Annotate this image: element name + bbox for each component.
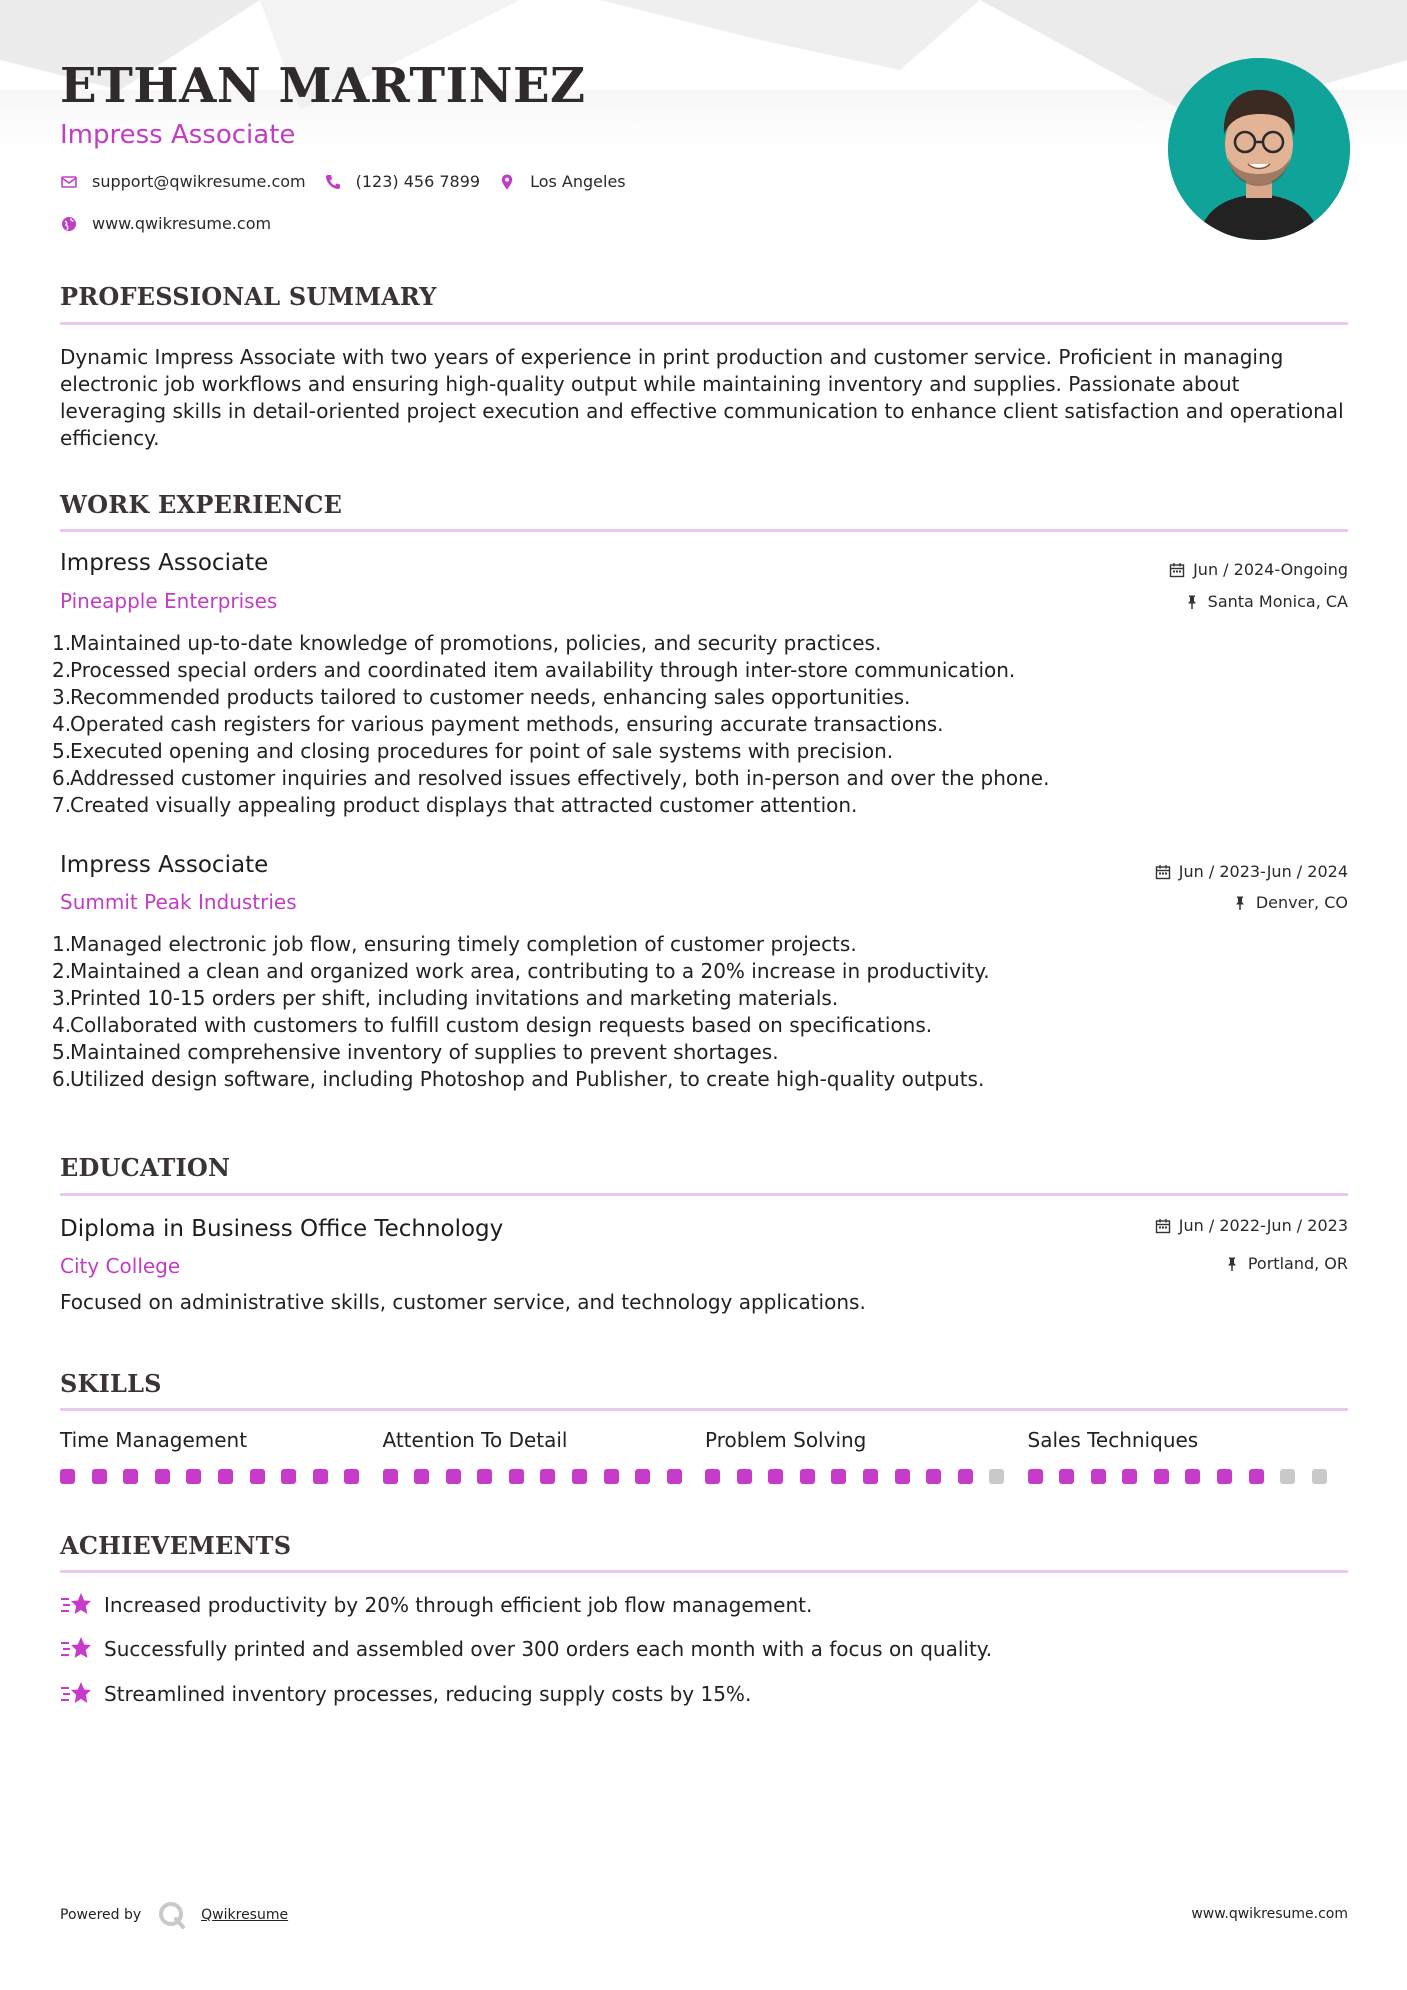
skills-list: [60, 1428, 1350, 1484]
skill-dot-filled: [344, 1469, 359, 1484]
skill-name: Attention To Detail: [382, 1428, 568, 1452]
job-title: Impress Associate: [60, 852, 269, 878]
skill-dot-filled: [313, 1469, 328, 1484]
achievement-item: [60, 1590, 812, 1620]
section-divider: [60, 1193, 1348, 1196]
skill-rating: [705, 1469, 1028, 1484]
phone-text: (123) 456 7899: [355, 172, 481, 191]
calendar-icon: [1155, 1218, 1171, 1234]
skill-dot-filled: [186, 1469, 201, 1484]
bullet-number: 3.: [52, 685, 72, 709]
skill-dot-filled: [604, 1469, 619, 1484]
skill-dot-empty: [1280, 1469, 1295, 1484]
job-bullet-item: [52, 1039, 1350, 1066]
job-dates-text: Jun / 2024-Ongoing: [1193, 560, 1348, 579]
skill-dot-filled: [863, 1469, 878, 1484]
section-divider: [60, 529, 1348, 532]
skill-item: [1028, 1428, 1351, 1484]
skill-dot-filled: [92, 1469, 107, 1484]
achievement-text: Successfully printed and assembled over 300 orders each month with a focus on quality.: [104, 1637, 993, 1661]
section-title-experience: WORK EXPERIENCE: [60, 490, 343, 519]
job-location: [1232, 893, 1348, 912]
bullet-number: 5.: [52, 1040, 72, 1064]
bullet-number: 1.: [52, 631, 72, 655]
education-location: [1224, 1254, 1348, 1273]
skill-dot-filled: [800, 1469, 815, 1484]
job-bullets: [52, 931, 1350, 1093]
skill-dot-filled: [1217, 1469, 1232, 1484]
school-name: City College: [60, 1254, 181, 1278]
bullet-text: Executed opening and closing procedures for point of sale systems with precision.: [70, 739, 894, 763]
skill-dot-empty: [1312, 1469, 1327, 1484]
skill-dot-filled: [1185, 1469, 1200, 1484]
job-bullet-item: [52, 765, 1350, 792]
skill-dot-filled: [477, 1469, 492, 1484]
skill-dot-filled: [768, 1469, 783, 1484]
bullet-number: 2.: [52, 959, 72, 983]
job-location: [1184, 592, 1348, 611]
section-divider: [60, 322, 1348, 325]
job-dates: [1169, 560, 1348, 579]
bullet-text: Utilized design software, including Photoshop and Publisher, to create high-quality outputs.: [70, 1067, 985, 1091]
phone-item[interactable]: [324, 172, 480, 191]
job-bullet-item: [52, 985, 1350, 1012]
education-dates: [1155, 1216, 1348, 1235]
section-title-achievements: ACHIEVEMENTS: [60, 1531, 292, 1560]
bullet-number: 5.: [52, 739, 72, 763]
summary-text: Dynamic Impress Associate with two years of experience in print production and customer service. Proficient in managing electronic job workflows and ensuring high-quality output while maintaining inventory and supplies. Passionate about leveraging skills in detail-oriented project execution and effective communication to enhance client satisfaction and operational efficiency.: [60, 345, 1344, 450]
skill-dot-filled: [155, 1469, 170, 1484]
map-pin-icon: [498, 173, 516, 191]
job-bullet-item: [52, 657, 1350, 684]
skill-rating: [1028, 1469, 1351, 1484]
star-icon: [60, 1679, 92, 1709]
job-bullet-item: [52, 738, 1350, 765]
skill-dot-filled: [895, 1469, 910, 1484]
qwikresume-link[interactable]: Qwikresume: [201, 1907, 289, 1923]
skill-dot-filled: [1028, 1469, 1043, 1484]
bullet-number: 4.: [52, 1013, 72, 1037]
skill-item: [60, 1428, 383, 1484]
skill-dot-filled: [635, 1469, 650, 1484]
skill-dot-filled: [414, 1469, 429, 1484]
section-title-education: EDUCATION: [60, 1153, 231, 1182]
qwikresume-logo-icon: [157, 1900, 187, 1930]
bullet-text: Recommended products tailored to customer needs, enhancing sales opportunities.: [70, 685, 911, 709]
company-name: Summit Peak Industries: [60, 890, 297, 914]
skill-name: Sales Techniques: [1027, 1428, 1199, 1452]
skill-dot-filled: [250, 1469, 265, 1484]
skill-dot-filled: [1154, 1469, 1169, 1484]
achievement-text: Streamlined inventory processes, reducing supply costs by 15%.: [104, 1682, 752, 1706]
job-location-text: Denver, CO: [1255, 893, 1348, 912]
phone-icon: [324, 173, 342, 191]
skill-dot-filled: [218, 1469, 233, 1484]
skill-dot-filled: [737, 1469, 752, 1484]
skill-dot-filled: [540, 1469, 555, 1484]
company-name: Pineapple Enterprises: [60, 589, 278, 613]
bullet-number: 7.: [52, 793, 72, 817]
skill-dot-filled: [667, 1469, 682, 1484]
calendar-icon: [1155, 864, 1171, 880]
job-bullet-item: [52, 711, 1350, 738]
section-title-summary: PROFESSIONAL SUMMARY: [60, 282, 437, 311]
contact-row: [60, 172, 644, 191]
bullet-number: 2.: [52, 658, 72, 682]
section-divider: [60, 1408, 1348, 1411]
job-bullet-item: [52, 958, 1350, 985]
skill-dot-filled: [705, 1469, 720, 1484]
website-row: [60, 214, 289, 233]
job-bullet-item: [52, 931, 1350, 958]
skill-dot-filled: [958, 1469, 973, 1484]
pushpin-icon: [1232, 895, 1248, 911]
calendar-icon: [1169, 562, 1185, 578]
location-text: Los Angeles: [530, 172, 626, 191]
website-text: www.qwikresume.com: [92, 214, 272, 233]
footer-powered-by: [60, 1900, 288, 1930]
skill-item: [383, 1428, 706, 1484]
bullet-text: Collaborated with customers to fulfill custom design requests based on specifications.: [70, 1013, 933, 1037]
job-location-text: Santa Monica, CA: [1207, 592, 1348, 611]
education-location-text: Portland, OR: [1247, 1254, 1348, 1273]
skill-dot-filled: [1122, 1469, 1137, 1484]
achievement-text: Increased productivity by 20% through efficient job flow management.: [104, 1593, 813, 1617]
bullet-text: Maintained a clean and organized work area, contributing to a 20% increase in productivity.: [70, 959, 990, 983]
skill-dot-empty: [989, 1469, 1004, 1484]
skill-dot-filled: [123, 1469, 138, 1484]
achievement-item: [60, 1634, 992, 1664]
bullet-text: Managed electronic job flow, ensuring timely completion of customer projects.: [70, 932, 857, 956]
skill-dot-filled: [509, 1469, 524, 1484]
bullet-text: Addressed customer inquiries and resolved issues effectively, both in-person and over the phone.: [70, 766, 1050, 790]
bullet-number: 3.: [52, 986, 72, 1010]
bullet-text: Created visually appealing product displays that attracted customer attention.: [70, 793, 858, 817]
job-bullet-item: [52, 684, 1350, 711]
skill-dot-filled: [383, 1469, 398, 1484]
candidate-name: ETHAN MARTINEZ: [60, 58, 586, 114]
skill-item: [705, 1428, 1028, 1484]
degree-title: Diploma in Business Office Technology: [60, 1216, 504, 1242]
bullet-text: Maintained up-to-date knowledge of promotions, policies, and security practices.: [70, 631, 882, 655]
job-bullet-item: [52, 1012, 1350, 1039]
education-description: Focused on administrative skills, customer service, and technology applications.: [60, 1290, 866, 1314]
section-title-skills: SKILLS: [60, 1369, 162, 1398]
section-divider: [60, 1570, 1348, 1573]
skill-dot-filled: [926, 1469, 941, 1484]
bullet-text: Maintained comprehensive inventory of supplies to prevent shortages.: [70, 1040, 779, 1064]
bullet-number: 4.: [52, 712, 72, 736]
skill-dot-filled: [281, 1469, 296, 1484]
pushpin-icon: [1184, 594, 1200, 610]
education-dates-text: Jun / 2022-Jun / 2023: [1178, 1216, 1348, 1235]
candidate-title: Impress Associate: [60, 120, 296, 150]
bullet-text: Printed 10-15 orders per shift, including invitations and marketing materials.: [70, 986, 839, 1010]
pushpin-icon: [1224, 1256, 1240, 1272]
email-text: support@qwikresume.com: [92, 172, 306, 191]
skill-dot-filled: [572, 1469, 587, 1484]
bullet-number: 6.: [52, 1067, 72, 1091]
skill-name: Time Management: [60, 1428, 248, 1452]
job-bullets: [52, 630, 1350, 819]
bullet-number: 1.: [52, 932, 72, 956]
job-bullet-item: [52, 792, 1350, 819]
footer-website[interactable]: www.qwikresume.com: [1191, 1906, 1348, 1922]
skill-rating: [383, 1469, 706, 1484]
skill-dot-filled: [831, 1469, 846, 1484]
email-item[interactable]: [60, 172, 306, 191]
bullet-number: 6.: [52, 766, 72, 790]
job-title: Impress Associate: [60, 550, 269, 576]
job-dates-text: Jun / 2023-Jun / 2024: [1178, 862, 1348, 881]
skill-dot-filled: [1091, 1469, 1106, 1484]
star-icon: [60, 1634, 92, 1664]
job-bullet-item: [52, 1066, 1350, 1093]
skill-dot-filled: [60, 1469, 75, 1484]
website-item[interactable]: [60, 214, 271, 233]
skill-dot-filled: [1249, 1469, 1264, 1484]
powered-by-text: Powered by: [60, 1907, 142, 1923]
globe-icon: [60, 215, 78, 233]
skill-name: Problem Solving: [705, 1428, 867, 1452]
skill-dot-filled: [446, 1469, 461, 1484]
achievement-item: [60, 1679, 751, 1709]
profile-photo: [1168, 58, 1350, 240]
skill-dot-filled: [1059, 1469, 1074, 1484]
job-dates: [1155, 862, 1348, 881]
skill-rating: [60, 1469, 383, 1484]
bullet-text: Operated cash registers for various payment methods, ensuring accurate transactions.: [70, 712, 944, 736]
bullet-text: Processed special orders and coordinated item availability through inter-store communication.: [70, 658, 1016, 682]
envelope-icon: [60, 173, 78, 191]
location-item: [498, 172, 626, 191]
job-bullet-item: [52, 630, 1350, 657]
star-icon: [60, 1590, 92, 1620]
